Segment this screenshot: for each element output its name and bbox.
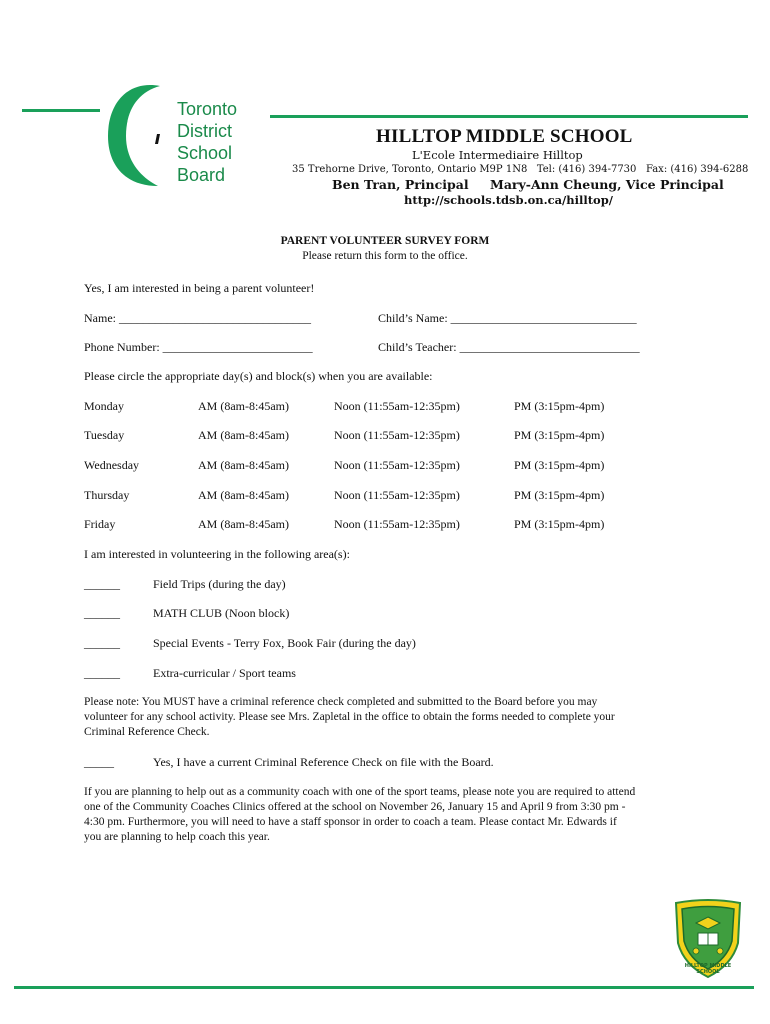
tdsb-logo	[100, 58, 250, 193]
availability-row-monday	[84, 399, 684, 415]
coach-note	[84, 785, 724, 845]
am-block[interactable]: AM (8am-8:45am)	[198, 488, 289, 502]
school-tel: Tel: (416) 394-7730	[536, 164, 637, 175]
noon-block[interactable]: Noon (11:55am-12:35pm)	[334, 399, 460, 413]
noon-block[interactable]: Noon (11:55am-12:35pm)	[334, 428, 460, 442]
coach-line-4: you are planning to help coach this year.	[84, 831, 270, 843]
availability-row-tuesday	[84, 428, 684, 444]
principal-name: Ben Tran, Principal	[332, 177, 469, 192]
tdsb-c-mark-icon	[100, 58, 170, 193]
pm-block[interactable]: PM (3:15pm-4pm)	[514, 458, 605, 472]
area-blank[interactable]: ______	[84, 636, 120, 650]
coach-line-2: one of the Community Coaches Clinics offered at the school on November 26, January 15 and April 9 from 3:30 pm -	[84, 801, 626, 813]
form-intro: Yes, I am interested in being a parent volunteer!	[84, 281, 315, 295]
tdsb-logo-text	[177, 98, 237, 186]
day-label: Wednesday	[84, 458, 140, 472]
school-contact-line	[292, 164, 748, 175]
noon-block[interactable]: Noon (11:55am-12:35pm)	[334, 458, 460, 472]
area-blank[interactable]: ______	[84, 606, 120, 620]
availability-row-friday	[84, 517, 684, 533]
crc-label: Yes, I have a current Criminal Reference Check on file with the Board.	[153, 755, 494, 769]
child-teacher-field[interactable]: Child’s Teacher: ______________________________	[378, 340, 640, 354]
tdsb-line-3: School	[177, 143, 233, 163]
coach-line-1: If you are planning to help out as a community coach with one of the sport teams, please note you are required to attend	[84, 786, 636, 798]
areas-prompt: I am interested in volunteering in the following area(s):	[84, 547, 350, 561]
am-block[interactable]: AM (8am-8:45am)	[198, 399, 289, 413]
area-blank[interactable]: ______	[84, 666, 120, 680]
day-label: Tuesday	[84, 428, 125, 442]
header-right-rule	[270, 115, 748, 118]
tdsb-line-4: Board	[177, 165, 226, 185]
form-subtitle: Please return this form to the office.	[302, 250, 468, 262]
day-label: Monday	[84, 399, 124, 413]
crc-note-line-1: Please note: You MUST have a criminal reference check completed and submitted to the Board before you may	[84, 696, 598, 708]
am-block[interactable]: AM (8am-8:45am)	[198, 428, 289, 442]
school-french-name: L'Ecole Intermediaire Hilltop	[412, 148, 583, 162]
crc-note	[84, 695, 724, 740]
area-label: Extra-curricular / Sport teams	[153, 666, 296, 680]
name-field[interactable]: Name: ________________________________	[84, 311, 311, 325]
tdsb-line-1: Toronto	[177, 99, 238, 119]
area-blank[interactable]: ______	[84, 577, 120, 591]
day-label: Thursday	[84, 488, 130, 502]
header-left-rule	[22, 109, 100, 112]
pm-block[interactable]: PM (3:15pm-4pm)	[514, 488, 605, 502]
day-label: Friday	[84, 517, 116, 531]
crest-text: HILLTOP MIDDLE SCHOOL	[684, 963, 732, 975]
crc-note-line-3: Criminal Reference Check.	[84, 726, 210, 738]
coach-line-3: 4:30 pm. Furthermore, you will need to have a staff sponsor in order to coach a team. Please contact Mr. Edwards if	[84, 816, 617, 828]
footer-rule	[14, 986, 754, 989]
pm-block[interactable]: PM (3:15pm-4pm)	[514, 428, 605, 442]
phone-field[interactable]: Phone Number: _________________________	[84, 340, 313, 354]
school-name: HILLTOP MIDDLE SCHOOL	[376, 126, 633, 147]
noon-block[interactable]: Noon (11:55am-12:35pm)	[334, 488, 460, 502]
pm-block[interactable]: PM (3:15pm-4pm)	[514, 517, 605, 531]
area-label: Special Events - Terry Fox, Book Fair (during the day)	[153, 636, 416, 650]
child-name-field[interactable]: Child’s Name: _______________________________	[378, 311, 637, 325]
am-block[interactable]: AM (8am-8:45am)	[198, 458, 289, 472]
school-url[interactable]: http://schools.tdsb.on.ca/hilltop/	[404, 193, 613, 207]
availability-row-wednesday	[84, 458, 684, 474]
school-crest	[672, 897, 744, 979]
form-title: PARENT VOLUNTEER SURVEY FORM	[280, 235, 490, 247]
crc-blank[interactable]: _____	[84, 755, 114, 769]
school-address: 35 Trehorne Drive, Toronto, Ontario M9P 1N8	[292, 164, 528, 175]
availability-prompt: Please circle the appropriate day(s) and block(s) when you are available:	[84, 369, 433, 383]
school-fax: Fax: (416) 394-6288	[645, 164, 749, 175]
am-block[interactable]: AM (8am-8:45am)	[198, 517, 289, 531]
tdsb-line-2: District	[177, 121, 232, 141]
area-label: MATH CLUB (Noon block)	[153, 606, 290, 620]
area-label: Field Trips (during the day)	[153, 577, 286, 591]
pm-block[interactable]: PM (3:15pm-4pm)	[514, 399, 605, 413]
availability-row-thursday	[84, 488, 684, 504]
vice-principal-name: Mary-Ann Cheung, Vice Principal	[490, 177, 724, 192]
crc-note-line-2: volunteer for any school activity. Please see Mrs. Zapletal in the office to obtain the forms needed to complete your	[84, 711, 615, 723]
noon-block[interactable]: Noon (11:55am-12:35pm)	[334, 517, 460, 531]
